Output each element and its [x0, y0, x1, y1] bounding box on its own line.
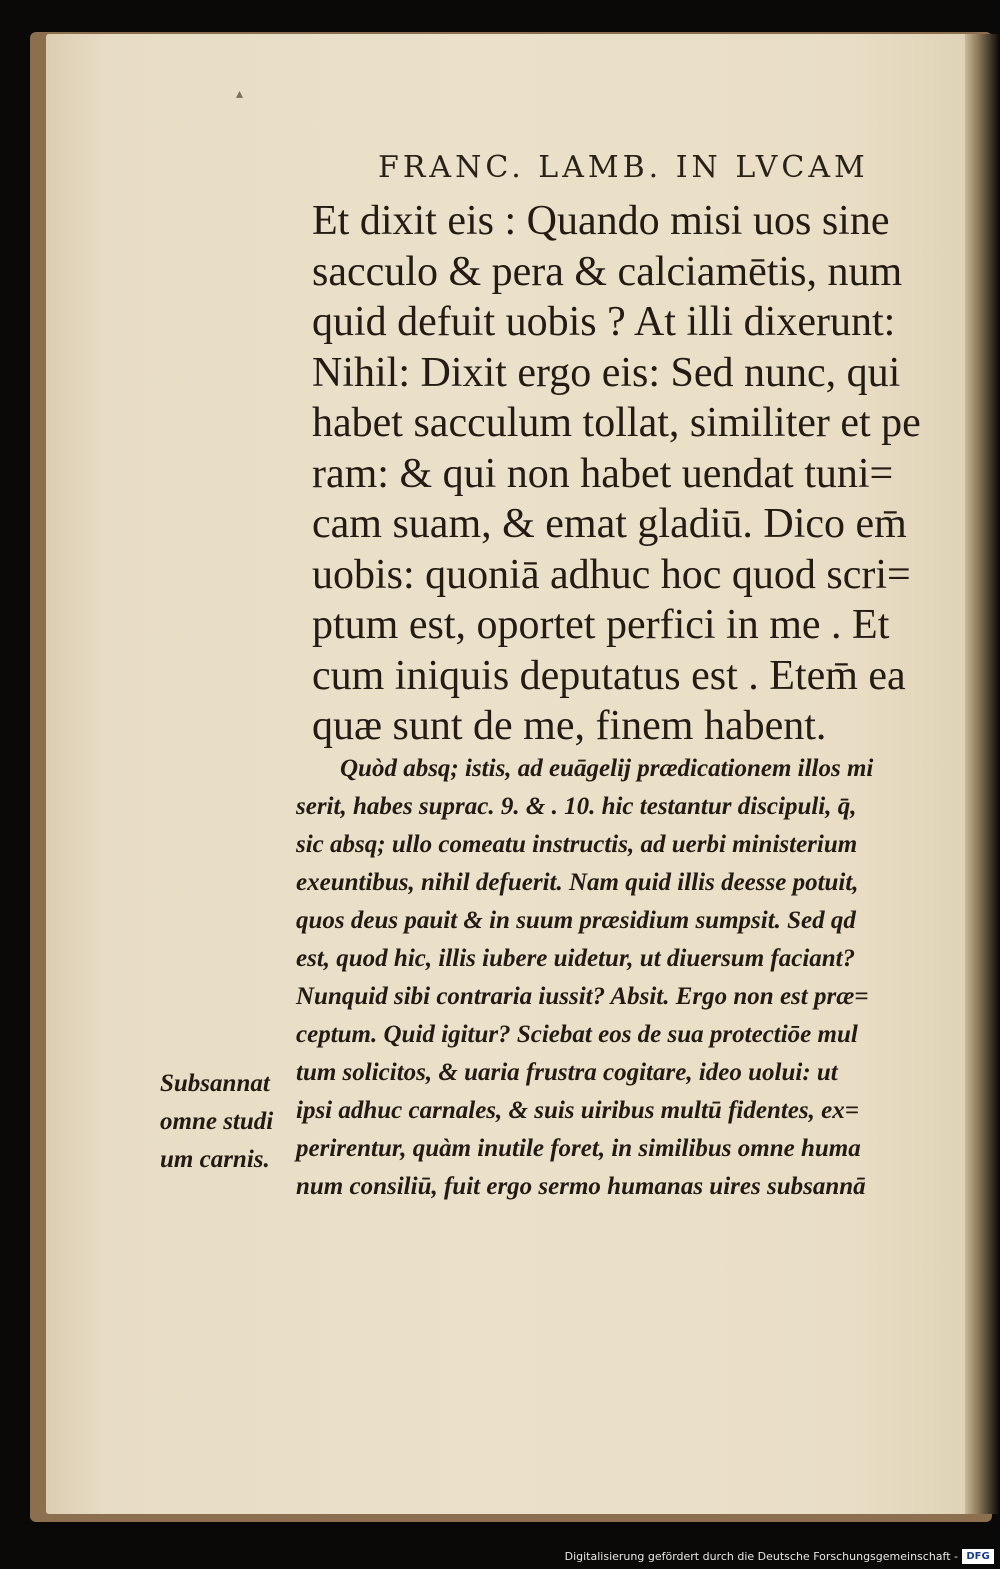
dfg-logo: DFG: [962, 1549, 994, 1564]
commentary-line: quos deus pauit & in suum præsidium sumpsit. Sed qd: [296, 907, 856, 934]
commentary-line: exeuntibus, nihil defuerit. Nam quid illis deesse potuit,: [296, 869, 859, 896]
main-text-block: [312, 196, 952, 752]
commentary-line: Nunquid sibi contraria iussit? Absit. Ergo non est præ=: [296, 983, 869, 1010]
paper-speck: ▴: [236, 86, 244, 102]
margin-note-line: Subsannat: [160, 1070, 270, 1097]
commentary-line: ceptum. Quid igitur? Sciebat eos de sua protectiōe mul: [296, 1021, 858, 1048]
commentary-line: perirentur, quàm inutile foret, in similibus omne huma: [296, 1135, 861, 1162]
commentary-line: ipsi adhuc carnales, & suis uiribus multū fidentes, ex=: [296, 1097, 859, 1124]
page-gutter: [965, 34, 999, 1514]
commentary-line: sic absq; ullo comeatu instructis, ad uerbi ministerium: [296, 831, 858, 858]
running-head: FRANC. LAMB. IN LVCAM: [378, 150, 869, 185]
main-text-line: cum iniquis deputatus est . Etem̄ ea: [312, 652, 906, 699]
main-text-line: quid defuit uobis ? At illi dixerunt:: [312, 299, 896, 345]
main-text-line: cam suam, & emat gladiū. Dico em̄: [312, 501, 907, 547]
commentary-block: [296, 750, 936, 1206]
main-text-line: Et dixit eis : Quando misi uos sine: [312, 198, 890, 244]
commentary-line: num consiliū, fuit ergo sermo humanas uires subsannā: [296, 1173, 866, 1200]
margin-note-line: um carnis.: [160, 1146, 270, 1173]
main-text-line: ram: & qui non habet uendat tuni=: [312, 450, 894, 497]
main-text-line: quæ sunt de me, finem habent.: [312, 703, 827, 749]
main-text-line: sacculo & pera & calciamētis, num: [312, 248, 903, 295]
main-text-line: ptum est, oportet perfici in me . Et: [312, 602, 890, 648]
footer-bar: [0, 1547, 1000, 1569]
main-text-line: uobis: quoniā adhuc hoc quod scri=: [312, 551, 911, 598]
commentary-line: Quòd absq; istis, ad euāgelij prædicationem illos mi: [340, 755, 874, 782]
main-text-line: habet sacculum tollat, similiter et pe: [312, 400, 921, 446]
main-text-line: Nihil: Dixit ergo eis: Sed nunc, qui: [312, 349, 901, 396]
margin-note: [160, 1065, 300, 1179]
margin-note-line: omne studi: [160, 1108, 274, 1135]
commentary-line: tum solicitos, & uaria frustra cogitare, ideo uolui: ut: [296, 1059, 838, 1086]
funding-credit: Digitalisierung gefördert durch die Deutsche Forschungsgemeinschaft -: [564, 1550, 958, 1563]
commentary-line: serit, habes suprac. 9. & . 10. hic testantur discipuli, q̄,: [296, 793, 857, 820]
commentary-line: est, quod hic, illis iubere uidetur, ut diuersum faciant?: [296, 945, 856, 972]
